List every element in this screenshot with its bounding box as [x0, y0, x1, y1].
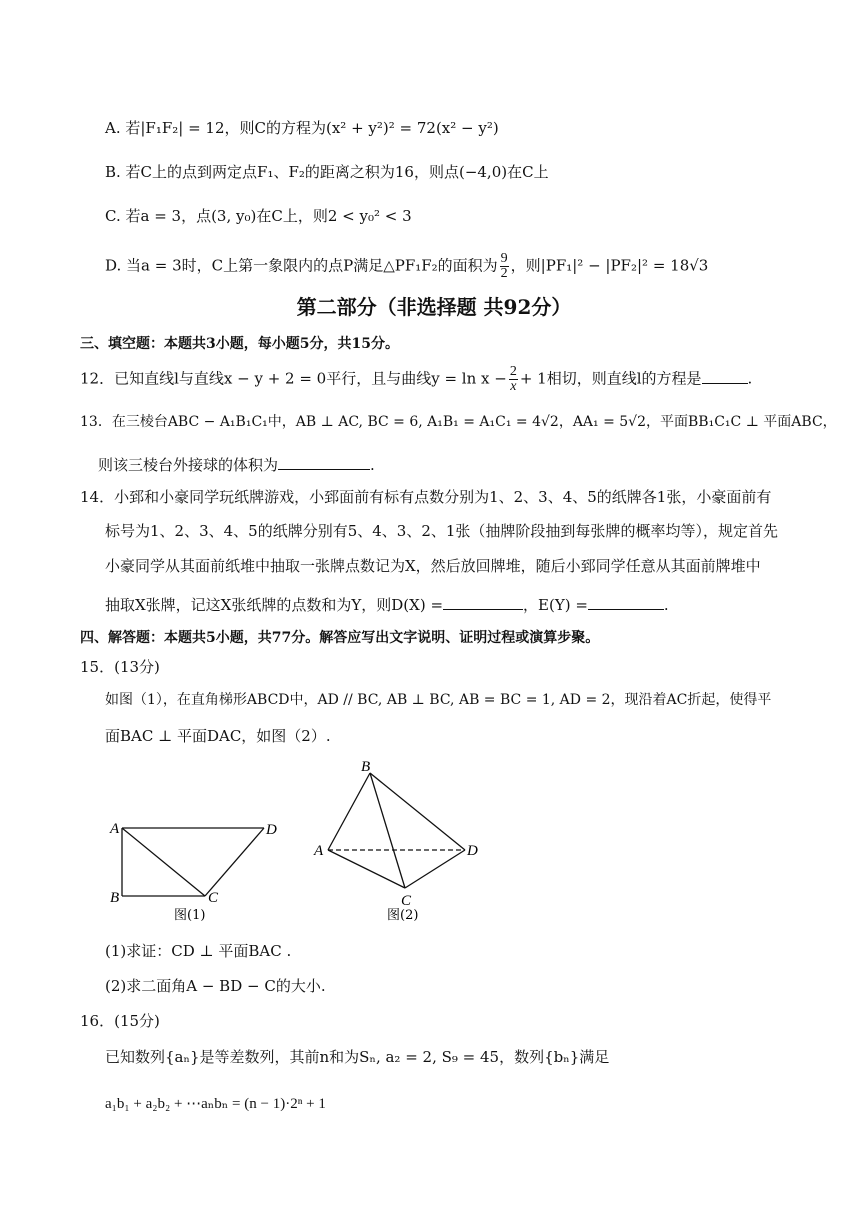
option-d	[105, 252, 708, 281]
q12-post: + 1相切，则直线l的方程是	[519, 369, 702, 388]
option-d-frac-num: 9	[500, 251, 508, 266]
q13-text: 则该三棱台外接球的体积为	[98, 456, 279, 474]
q12-end: .	[747, 369, 753, 388]
q14-line4	[105, 593, 669, 616]
q12-fraction	[509, 365, 518, 394]
q15-line1: 如图（1），在直角梯形ABCD中，AD // BC, AB ⊥ BC, AB = BC = 1, AD = 2，现沿着AC折起，使得平	[105, 692, 772, 708]
q12-frac-den: x	[510, 379, 517, 394]
option-d-fraction	[500, 252, 509, 281]
fig1-label-c: C	[208, 890, 219, 906]
fig2-edge-ba	[328, 773, 370, 850]
q13-end: .	[370, 456, 375, 474]
q14-line3: 小豪同学从其面前纸堆中抽取一张牌点数记为X，然后放回牌堆，随后小郅同学任意从其面前牌堆中	[105, 557, 761, 575]
section3-heading: 三、填空题：本题共3小题，每小题5分，共15分。	[80, 336, 399, 352]
fig2-label-c: C	[401, 893, 412, 909]
figure-2	[328, 773, 465, 888]
option-c: C. 若a = 3，点(3, y₀)在C上，则2 < y₀² < 3	[105, 207, 412, 225]
q15-line2: 面BAC ⊥ 平面DAC，如图（2）.	[105, 727, 331, 745]
q13-line2	[98, 453, 375, 476]
q14-ey-blank[interactable]	[588, 593, 664, 610]
q16-label: 16．(15分)	[80, 1012, 160, 1030]
q16-line1: 已知数列{aₙ}是等差数列，其前n和为Sₙ, a₂ = 2, S₉ = 45，数列{bₙ}满足	[105, 1048, 610, 1066]
fig1-edge-cd	[205, 828, 264, 896]
q13-line1: 13．在三棱台ABC − A₁B₁C₁中，AB ⊥ AC, BC = 6, A₁B₁ = A₁C₁ = 4√2，AA₁ = 5√2，平面BB₁C₁C ⊥ 平面ABC，	[80, 414, 837, 430]
q14-text-a: 抽取X张牌，记这X张纸牌的点数和为Y，则D(X) =	[105, 596, 444, 614]
q12-answer-blank[interactable]	[702, 367, 748, 384]
fig1-label-a: A	[110, 821, 120, 837]
geometry-figures	[0, 752, 868, 932]
fig2-edge-bc	[370, 773, 405, 888]
q13-answer-blank[interactable]	[278, 453, 370, 470]
fig1-edge-ac	[122, 828, 205, 896]
fig1-label-d: D	[266, 822, 277, 838]
q12-pre: 12．已知直线l与直线x − y + 2 = 0平行，且与曲线y = ln x −	[80, 369, 507, 388]
fig2-edge-cd	[405, 850, 465, 888]
q14-line2: 标号为1、2、3、4、5的纸牌分别有5、4、3、2、1张（抽牌阶段抽到每张牌的概率均等），规定首先	[105, 522, 778, 540]
q14-line1: 14．小郅和小豪同学玩纸牌游戏，小郅面前有标有点数分别为1、2、3、4、5的纸牌各1张，小豪面前有	[80, 488, 772, 506]
q15-sub1: (1)求证：CD ⊥ 平面BAC .	[105, 942, 292, 960]
fig2-edge-bd	[370, 773, 465, 850]
section4-heading: 四、解答题：本题共5小题，共77分。解答应写出文字说明、证明过程或演算步聚。	[80, 630, 600, 646]
q15-label: 15．(13分)	[80, 658, 160, 676]
option-b: B. 若C上的点到两定点F₁、F₂的距离之积为16，则点(−4,0)在C上	[105, 163, 549, 181]
option-a: A. 若|F₁F₂| = 12，则C的方程为(x² + y²)² = 72(x² − y²)	[105, 119, 499, 137]
q14-text-b: ，E(Y) =	[523, 596, 588, 614]
fig2-edge-ac	[328, 850, 405, 888]
q14-dx-blank[interactable]	[443, 593, 523, 610]
fig2-label-a: A	[314, 843, 324, 859]
fig1-caption: 图(1)	[174, 908, 206, 923]
fig2-caption: 图(2)	[387, 908, 419, 923]
fig1-label-b: B	[110, 890, 120, 906]
option-d-pre: D. 当a = 3时，C上第一象限内的点P满足△PF₁F₂的面积为	[105, 256, 498, 275]
option-d-post: ，则|PF₁|² − |PF₂|² = 18√3	[510, 256, 709, 275]
q14-end: .	[663, 596, 669, 614]
q15-sub2: (2)求二面角A − BD − C的大小.	[105, 977, 326, 995]
fig2-label-b: B	[361, 759, 371, 775]
q16-line2: a₁b₁ + a₂b₂ + ⋯aₙbₙ = (n − 1)·2ⁿ + 1	[105, 1096, 326, 1112]
fig2-label-d: D	[467, 843, 478, 859]
figure-1	[122, 828, 264, 896]
q12	[80, 365, 752, 394]
option-d-frac-den: 2	[500, 266, 508, 281]
q12-frac-num: 2	[509, 364, 517, 379]
part-title: 第二部分（非选择题 共92分）	[296, 295, 572, 319]
